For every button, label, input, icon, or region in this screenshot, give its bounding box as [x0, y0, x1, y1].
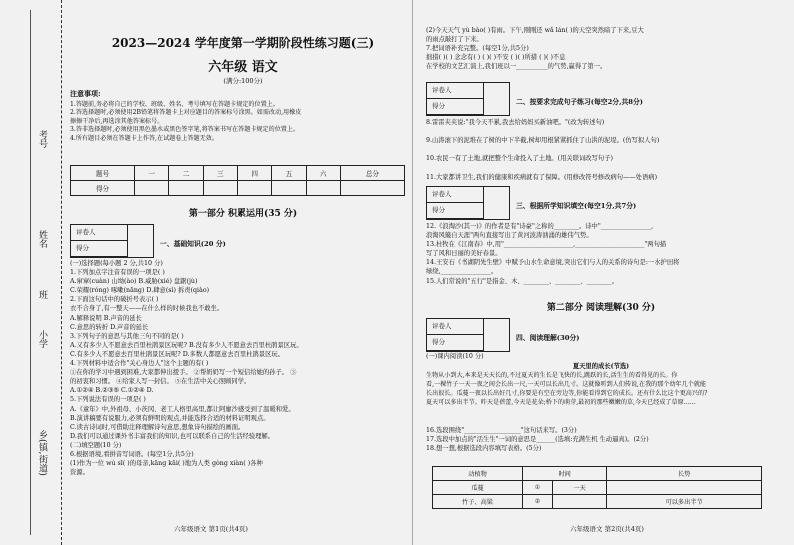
score-table-header: [71, 166, 405, 181]
growth-header-cell: 动植物: [433, 467, 523, 481]
grader-label: 评卷人: [427, 319, 483, 335]
question-line: 8.雷雷夹夹说:"我今天不累,我去给妈妈买新油吧。"(改为转述句): [426, 119, 605, 126]
exam-subtitle: 六年级 语文: [208, 60, 278, 75]
section-three-heading: 三、根据所学知识填空(每空1分,共7分): [516, 202, 637, 210]
part-two-heading: 第二部分 阅读理解(30 分): [546, 303, 656, 313]
grader-box: [70, 224, 154, 258]
question-line: 1.下列加点字注音有误的一项是( ): [70, 269, 165, 277]
score-cell[interactable]: [135, 181, 169, 196]
score-header-cell: 五: [272, 166, 306, 181]
score-header-cell: 总分: [340, 166, 404, 181]
reading-subheading: (一)课内阅读(10 分): [426, 353, 484, 360]
grader-box: [426, 318, 510, 352]
question-line: A.窜窜(cuàn) 山坳(ào) B.威胁(xié) 盘踞(jù): [70, 278, 198, 286]
growth-cell: 瓜蔓: [433, 481, 523, 495]
answer-line: [426, 127, 776, 136]
question-line: 资源。: [70, 469, 89, 477]
question-line: C.荣耀(róng) 啄嗽(nāng) D.肆意(sì) 拆责(qiào): [70, 287, 210, 295]
grader-score-label: 得分: [427, 99, 483, 115]
reading-title-wrap: [426, 362, 776, 371]
question-line: D.我们可以通过课外书丰富我们的知识,也可以联系自己的生活经验理解。: [70, 432, 275, 440]
binding-line: [30, 10, 31, 535]
reading-passage: [426, 372, 776, 408]
question-line: 14.王安石《书湖阴先生壁》中赋予山水生命意境,突出它们与人的关系的诗句是:一水护田将: [426, 259, 680, 267]
score-cell[interactable]: [237, 181, 271, 196]
reading-paragraph: 长出很长。瓜蔓一夜以长出好几寸,你要是有空在旁边等,你能看得到它的成长。还有什么比这个更高兴的?: [426, 389, 708, 397]
growth-table: [432, 466, 762, 509]
growth-table-header: [433, 467, 762, 481]
question-line: 写了风和日丽的美好春景。: [426, 250, 502, 258]
question-line: (二)填空题(10 分): [70, 441, 122, 449]
instruction-line: 3.答非选择题时,必须使用黑色墨水或黑色签字笔,将答案书写在答题卡规定的位置上。: [70, 126, 300, 134]
instruction-line: 1.答题前,务必将自己的学校、班级、姓名、考号填写在答题卡规定的位置上。: [70, 100, 279, 108]
question-line: 拙措( )( ) 念念有( ) ( )( )不安 ( )( )所措 ( )( )不息: [426, 54, 566, 62]
question-line: 15.人们常说的"五行"是指金、木、________、________、________。: [426, 277, 619, 285]
right-top-questions: [426, 26, 776, 71]
score-header-cell: 四: [237, 166, 271, 181]
right-page-footer: 六年级语文 第2页(共4页): [570, 525, 644, 533]
exam-title: 2023—2024 学年度第一学期阶段性练习题(三): [111, 36, 375, 50]
growth-cell: 可以多出半节: [607, 495, 762, 509]
question-line: A.又有多少人不愿意去百里杜鹃景区玩呢? B.没有多少人不愿意去百里杜鹃景区玩。: [70, 341, 303, 349]
score-cell[interactable]: [340, 181, 404, 196]
section-two-heading: 二、按要求完成句子练习(每空2分,共8分): [516, 98, 644, 106]
question-line: ①在你的学习中遇到困难,大家都伸出援手。 ②帮奶奶写一个短信给她的孙子。 ③: [70, 369, 297, 377]
growth-answer-cell[interactable]: [553, 495, 607, 509]
score-header-cell: 二: [169, 166, 203, 181]
fill-questions: [426, 222, 776, 286]
right-page: [420, 0, 780, 545]
answer-line: [426, 145, 776, 154]
score-cell[interactable]: [306, 181, 340, 196]
growth-cell: ②: [523, 495, 553, 509]
grader-label: 评卷人: [427, 83, 483, 99]
grader-input[interactable]: [127, 225, 153, 257]
section-four-heading: 四、阅读理解(30分): [516, 334, 580, 342]
grader-input[interactable]: [483, 187, 509, 219]
question-line: B.演讲稿要有说服力,必须有鲜明的观点,并能选择合适的材料证明观点。: [70, 414, 270, 422]
question-line: C.意思的转折 D.声音的延长: [70, 323, 149, 331]
question-line: 在学校的文艺汇演上,我们班以一__________的气势,赢得了第一。: [426, 63, 607, 71]
answer-line: [426, 163, 776, 172]
question-line: (2)今天天气 yù bào( )有雨。下午,刚刚还 wǎ lán( )的天空突然暗了下来,豆大: [426, 27, 644, 34]
growth-answer-cell[interactable]: [607, 481, 762, 495]
question-line: 4.下列材料中适合作"关心身边人"这个主题的有( ): [70, 360, 209, 368]
growth-header-cell: 长势: [607, 467, 762, 481]
question-line: (1)作为一位 wú sī( )的母亲,kāng kǎi( )地为人类 gòng xiàn( )各种: [70, 460, 263, 468]
question-line: 11.大家都讲卫生,我们的健康和疾病就有了保障。(用修改符号修改病句——处语病): [426, 173, 658, 181]
question-line: 13.杜牧在《江南春》中,用"______________________,______________________"两句描: [426, 241, 667, 249]
binding-name: 姓名: [37, 230, 47, 248]
instructions-heading: 注意事项:: [70, 89, 101, 98]
question-line: 16.选段围绕"__________________"这句话来写。(3分): [426, 427, 577, 434]
reading-subheading-wrap: [426, 352, 776, 361]
score-row-label: 得分: [71, 181, 135, 196]
reading-title: 夏天里的成长(节选): [572, 363, 630, 370]
question-line: A.《童年》中,外祖母、小茨冈、老工人格里高里,都让阿廖沙感受到了温暖和爱。: [70, 405, 295, 413]
grader-input[interactable]: [483, 83, 509, 115]
growth-table-row: [433, 495, 762, 509]
score-cell[interactable]: [203, 181, 237, 196]
full-score-note: (满分:100分): [223, 77, 263, 85]
instruction-line: 4.所有题目必须在答题卡上作答,在试题卷上答题无效。: [70, 134, 218, 142]
question-line: (一)选择题(每小题 2 分,共10 分): [70, 260, 163, 267]
question-line: 衣不合身了,有一整天——在什么样的时候我也不敢坐。: [70, 305, 224, 313]
reading-paragraph: 夏天可以多出半节。昨天是蓓蕾,今天是花朵;桥下的萌芽,最初的那些嫩嫩的草,今天已经成了草原……: [426, 398, 696, 406]
grader-label: 评卷人: [71, 225, 127, 241]
question-line: 2.下面这句话中的破折号表示( ): [70, 296, 159, 304]
binding-town: 乡(镇,街道): [37, 430, 47, 476]
grader-input[interactable]: [483, 319, 509, 351]
grader-score-label: 得分: [427, 335, 483, 351]
score-table-row: [71, 181, 405, 196]
score-cell[interactable]: [169, 181, 203, 196]
growth-cell: 竹子、高粱: [433, 495, 523, 509]
question-line: 的雨点敲打了下来。: [426, 36, 483, 44]
score-header-cell: 六: [306, 166, 340, 181]
left-page-footer: 六年级语文 第1页(共4页): [174, 525, 248, 533]
binding-school: 小学: [37, 330, 47, 348]
question-line: C.读古诗词时,可借助注释理解诗句意思,想象诗句描绘的画面。: [70, 423, 245, 431]
grader-label: 评卷人: [427, 187, 483, 203]
score-table: [70, 165, 405, 196]
grader-score-label: 得分: [427, 203, 483, 219]
binding-exam-no: 考号: [37, 130, 47, 148]
score-header-cell: 三: [203, 166, 237, 181]
question-line: 9.山涛滚下的泥堆在了树的中下半截,树却用根紧紧抓住了山洪的泥堤。(仿写拟人句): [426, 137, 660, 145]
part-one-heading: 第一部分 积累运用(35 分): [188, 209, 298, 219]
reading-questions: [426, 426, 776, 453]
binding-class: 班: [37, 290, 47, 299]
reading-paragraph: 生物从小到大,本来是天天长的,不过夏天的生长是飞快的长,跳跃的长,活生生的看得见的长。你: [426, 372, 678, 379]
instructions: [70, 90, 408, 144]
question-line: 10.农民一有了土地,就把整个生命投入了土地。(用关联词改写句子): [426, 155, 613, 163]
question-line: C.有多少人不愿意去百里杜鹃景区玩呢? D.多数人都愿意去百里杜鹃景区玩。: [70, 350, 285, 358]
question-line: 5.下列说法有误的一项是( ): [70, 396, 146, 404]
section-one-heading: 一、基础知识(20 分): [160, 240, 226, 248]
page-divider: [412, 0, 413, 545]
instruction-line: 2.答选择题时,必须使用2B铅笔将答题卡上对应题目的答案标号涂黑。如需改动,用橡皮: [70, 109, 302, 117]
sentence-questions: [426, 118, 776, 182]
score-header-cell: 一: [135, 166, 169, 181]
question-line: 17.选段中加点的"活生生"一词的意思是______(选填:充满生机 生动逼真)。(2分): [426, 436, 649, 444]
question-line: 6.根据语境,看拼音写词语。(每空1分,共5分): [70, 450, 194, 458]
question-line: 12.《浪淘沙(其一)》的作者是有"诗豪"之称的________。诗中"________________,: [426, 223, 654, 230]
left-page: [64, 0, 409, 545]
grader-box: [426, 186, 510, 220]
question-line: 7.把词语补充完整。(每空1分,共5分): [426, 45, 529, 53]
question-line: 3.下列句子的意思与其他三句不同的是( ): [70, 332, 184, 340]
growth-header-cell: 时间: [523, 467, 607, 481]
score-header-cell: 题号: [71, 166, 135, 181]
score-cell[interactable]: [272, 181, 306, 196]
reading-paragraph: 看,一棵竹子一天一夜之间会长出一尺,一天可以长出几寸。这就像听到人们传说,在我的那个幼年几个就能: [426, 380, 707, 388]
question-line: 的初衷和习惯。 ④给家人写一封信。 ⑤在生活中关心照顾同学。: [70, 378, 251, 386]
question-line: A.解释说明 B.声音的延长: [70, 314, 142, 322]
question-line: 浪淘风簸自天涯"两句直接写出了黄河波涛汹涌的雄伟气势。: [426, 232, 593, 240]
grader-score-label: 得分: [71, 241, 127, 257]
growth-cell: ①: [523, 481, 553, 495]
left-questions: [70, 259, 408, 477]
grader-box: [426, 82, 510, 116]
growth-cell: 一天: [553, 481, 607, 495]
question-line: 18.想一想,根据选段内容填写表格。(5分): [426, 445, 542, 453]
growth-table-row: [433, 481, 762, 495]
binding-strip: [0, 0, 62, 545]
question-line: 绿绕,________________。: [426, 268, 498, 276]
question-line: A.①②④ B.②③⑤ C.①②④ D.: [70, 387, 154, 395]
instruction-line: 擦擦干净后,再选涂其他答案标号。: [70, 117, 164, 125]
